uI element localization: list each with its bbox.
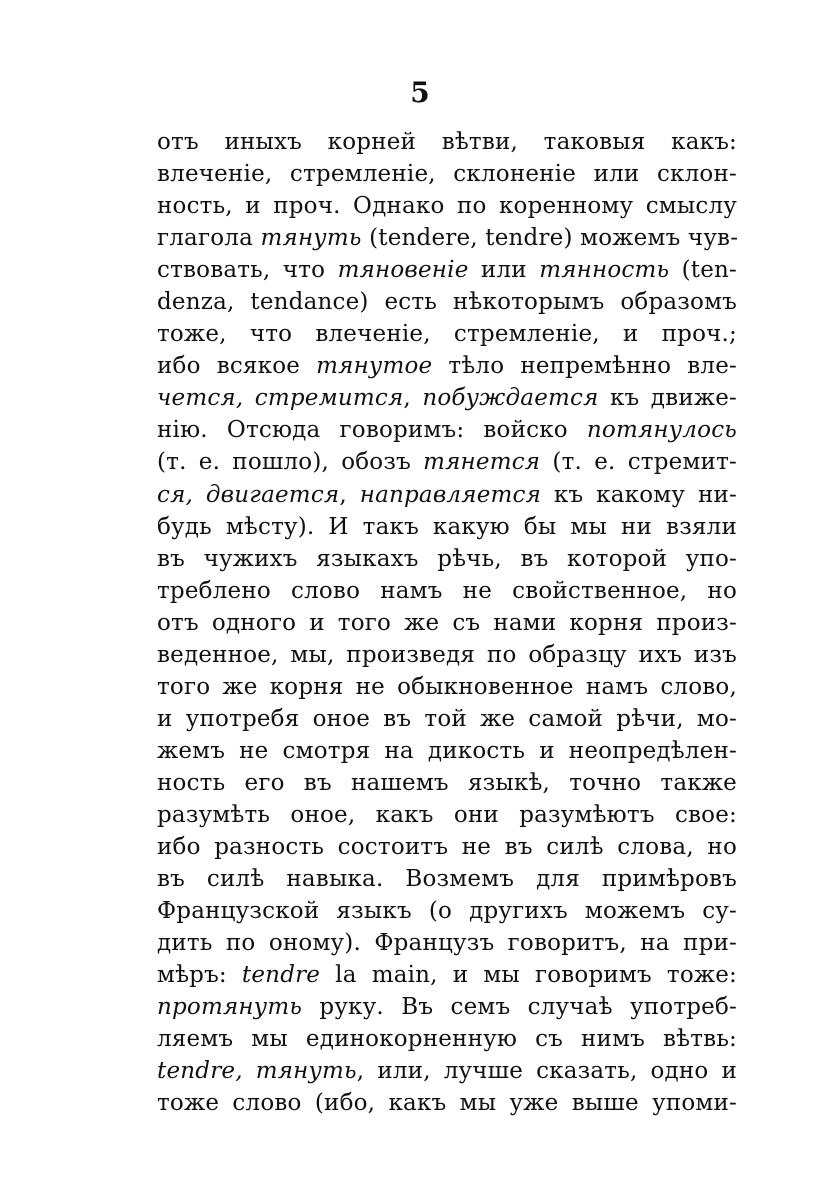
text-line xyxy=(157,254,737,286)
italic-text: тянется xyxy=(423,449,541,476)
italic-text: тянуть xyxy=(260,225,362,252)
text-segment: тоже слово (ибо, какъ мы уже выше упоми- xyxy=(157,1090,737,1117)
text-segment: , xyxy=(403,385,423,412)
text-segment: (т. е. пошло), обозъ xyxy=(157,449,424,476)
text-segment: будь мѣсту). И такъ какую бы мы ни взяли xyxy=(157,513,737,540)
text-line xyxy=(157,190,737,222)
text-line xyxy=(157,479,737,511)
text-line xyxy=(157,126,737,158)
italic-text: тянность xyxy=(539,257,670,284)
italic-text: потянулось xyxy=(586,417,737,444)
text-segment: веденное, мы, произведя по образцу ихъ изъ xyxy=(157,641,737,668)
text-segment: разумѣть оное, какъ они разумѣютъ свое: xyxy=(157,801,737,828)
text-line xyxy=(157,607,737,639)
text-segment: ность, и проч. Однако по коренному смыслу xyxy=(157,193,737,220)
text-segment: ность его въ нашемъ языкѣ, точно также xyxy=(157,769,737,796)
text-segment: глагола xyxy=(157,225,261,252)
italic-text: tendre xyxy=(241,962,321,989)
text-segment: тѣло непремѣнно вле- xyxy=(432,353,738,380)
page-number: 5 xyxy=(410,76,430,109)
text-line xyxy=(157,799,737,831)
text-line xyxy=(157,158,737,190)
italic-text: протянуть xyxy=(157,994,303,1021)
text-segment: того же корня не обыкновенное намъ слово, xyxy=(157,673,737,700)
text-segment: жемъ не смотря на дикость и неопредѣлен- xyxy=(157,737,737,764)
text-line xyxy=(157,414,737,446)
text-segment: denza, tendance) есть нѣкоторымъ образомъ xyxy=(157,289,737,316)
text-segment: (ten- xyxy=(669,257,737,284)
text-segment: , или, лучше сказать, одно и xyxy=(356,1058,737,1085)
text-line xyxy=(157,286,737,318)
text-segment: ствовать, что xyxy=(157,257,338,284)
text-line xyxy=(157,735,737,767)
text-line xyxy=(157,895,737,927)
text-line xyxy=(157,1023,737,1055)
text-line xyxy=(157,863,737,895)
text-line xyxy=(157,1055,737,1087)
text-segment: тоже, что влеченіе, стремленіе, и проч.; xyxy=(157,321,737,348)
text-segment: (tendere, tendre) можемъ чув- xyxy=(361,225,739,252)
text-line xyxy=(157,446,737,478)
text-segment: и употребя оное въ той же самой рѣчи, мо- xyxy=(157,705,737,732)
text-line xyxy=(157,543,737,575)
text-segment: (т. е. стремит- xyxy=(540,449,737,476)
text-segment: отъ иныхъ корней вѣтви, таковыя какъ: xyxy=(157,129,737,155)
text-line xyxy=(157,639,737,671)
text-line xyxy=(157,511,737,543)
text-segment: ибо разность состоитъ не въ силѣ слова, но xyxy=(157,834,737,861)
text-segment: къ движе- xyxy=(598,385,737,412)
text-line xyxy=(157,831,737,863)
text-line xyxy=(157,318,737,350)
italic-text: направляется xyxy=(359,481,542,508)
text-body xyxy=(157,126,737,1119)
text-segment: въ силѣ навыка. Возмемъ для примѣровъ xyxy=(157,866,737,893)
text-line xyxy=(157,222,737,254)
text-line xyxy=(157,927,737,959)
text-line xyxy=(157,350,737,382)
italic-text: тяновеніе xyxy=(337,257,469,284)
text-segment: треблено слово намъ не свойственное, но xyxy=(157,577,737,604)
text-line xyxy=(157,671,737,703)
text-line xyxy=(157,703,737,735)
text-segment: ляемъ мы единокорненную съ нимъ вѣтвь: xyxy=(157,1026,737,1053)
text-line xyxy=(157,575,737,607)
text-line xyxy=(157,959,737,991)
text-segment: дить по оному). Французъ говоритъ, на при- xyxy=(157,930,737,957)
text-segment: la main, и мы говоримъ тоже: xyxy=(320,962,737,989)
italic-text: tendre, тянуть xyxy=(157,1058,357,1085)
text-line xyxy=(157,991,737,1023)
italic-text: чется, стремится xyxy=(157,385,404,412)
text-line xyxy=(157,767,737,799)
text-segment: или xyxy=(468,257,540,284)
text-segment: ибо всякое xyxy=(157,353,317,380)
text-line xyxy=(157,1087,737,1119)
text-segment: въ чужихъ языкахъ рѣчь, въ которой упо- xyxy=(157,545,737,572)
text-segment: Французской языкъ (о другихъ можемъ су- xyxy=(157,898,737,925)
italic-text: тянутое xyxy=(316,353,433,380)
text-segment: влеченіе, стремленіе, склоненіе или склон- xyxy=(157,161,737,188)
text-segment: отъ одного и того же съ нами корня произ- xyxy=(157,609,737,636)
text-segment: нію. Отсюда говоримъ: войско xyxy=(157,417,587,444)
text-segment: руку. Въ семъ случаѣ употреб- xyxy=(302,994,737,1021)
text-segment: мѣръ: xyxy=(157,962,242,989)
text-segment: , xyxy=(339,481,360,508)
text-segment: къ какому ни- xyxy=(541,481,738,508)
text-line xyxy=(157,382,737,414)
italic-text: ся, двигается xyxy=(157,481,340,508)
italic-text: побуждается xyxy=(422,385,599,412)
